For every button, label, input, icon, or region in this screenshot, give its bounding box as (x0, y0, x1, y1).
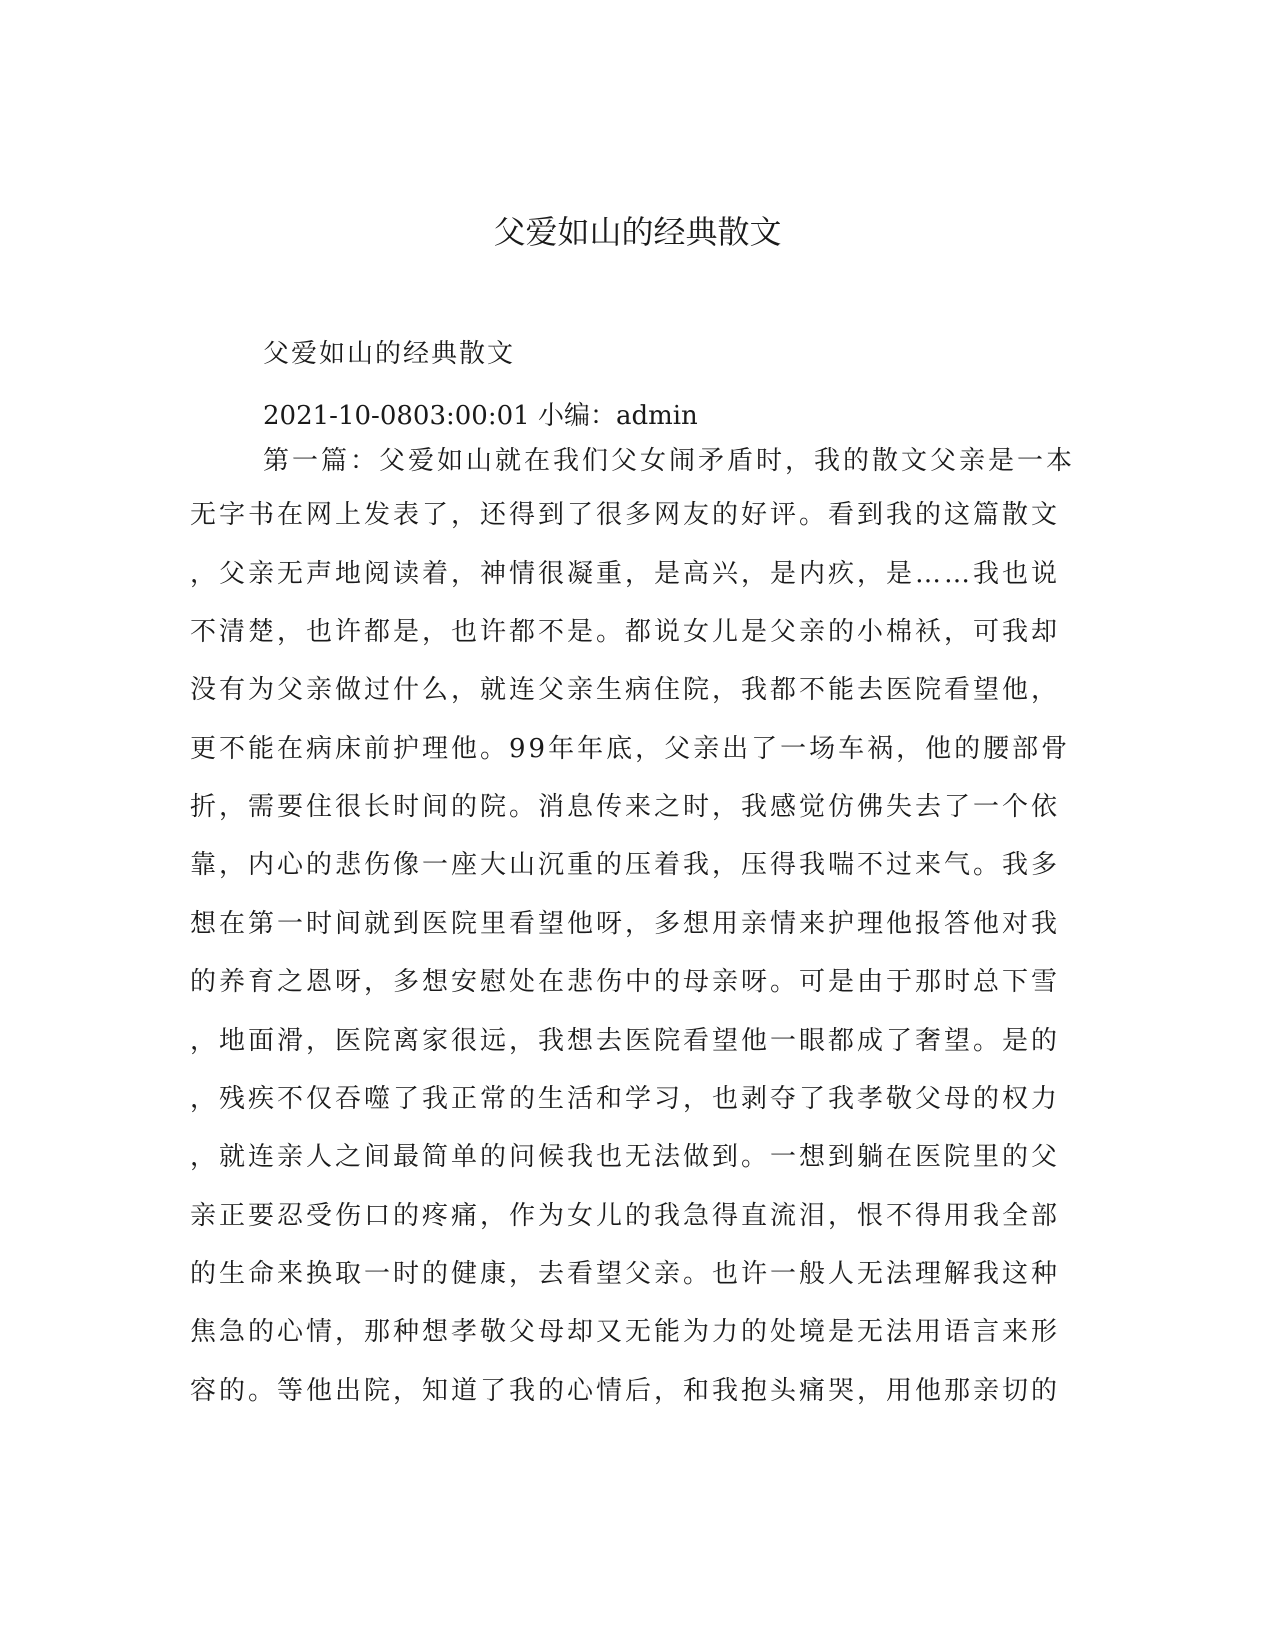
article-date-author: 2021-10-0803:00:01 小编：admin (263, 401, 698, 431)
body-line: 的生命来换取一时的健康，去看望父亲。也许一般人无法理解我这种 (190, 1259, 1061, 1289)
body-line: 想在第一时间就到医院里看望他呀，多想用亲情来护理他报答他对我 (190, 909, 1061, 939)
body-line: 容的。等他出院，知道了我的心情后，和我抱头痛哭，用他那亲切的 (190, 1376, 1061, 1406)
body-line: 更不能在病床前护理他。99年年底，父亲出了一场车祸，他的腰部骨 (190, 734, 1071, 764)
body-line: ，地面滑，医院离家很远，我想去医院看望他一眼都成了奢望。是的 (190, 1026, 1061, 1056)
article-subtitle: 父爱如山的经典散文 (263, 339, 516, 369)
body-line: 的养育之恩呀，多想安慰处在悲伤中的母亲呀。可是由于那时总下雪 (190, 967, 1061, 997)
document-title: 父爱如山的经典散文 (493, 213, 782, 251)
body-line: ，就连亲人之间最简单的问候我也无法做到。一想到躺在医院里的父 (190, 1142, 1061, 1172)
body-line: ，残疾不仅吞噬了我正常的生活和学习，也剥夺了我孝敬父母的权力 (190, 1084, 1061, 1114)
body-line: 折，需要住很长时间的院。消息传来之时，我感觉仿佛失去了一个依 (190, 792, 1061, 822)
body-line: ，父亲无声地阅读着，神情很凝重，是高兴，是内疚，是……我也说 (190, 559, 1061, 589)
body-line: 不清楚，也许都是，也许都不是。都说女儿是父亲的小棉袄，可我却 (190, 617, 1061, 647)
body-line: 第一篇：父爱如山就在我们父女闹矛盾时，我的散文父亲是一本 (263, 446, 1076, 476)
body-line: 没有为父亲做过什么，就连父亲生病住院，我都不能去医院看望他， (190, 675, 1061, 705)
body-line: 无字书在网上发表了，还得到了很多网友的好评。看到我的这篇散文 (190, 500, 1061, 530)
body-line: 靠，内心的悲伤像一座大山沉重的压着我，压得我喘不过来气。我多 (190, 850, 1061, 880)
body-line: 亲正要忍受伤口的疼痛，作为女儿的我急得直流泪，恨不得用我全部 (190, 1201, 1061, 1231)
body-line: 焦急的心情，那种想孝敬父母却又无能为力的处境是无法用语言来形 (190, 1317, 1061, 1347)
